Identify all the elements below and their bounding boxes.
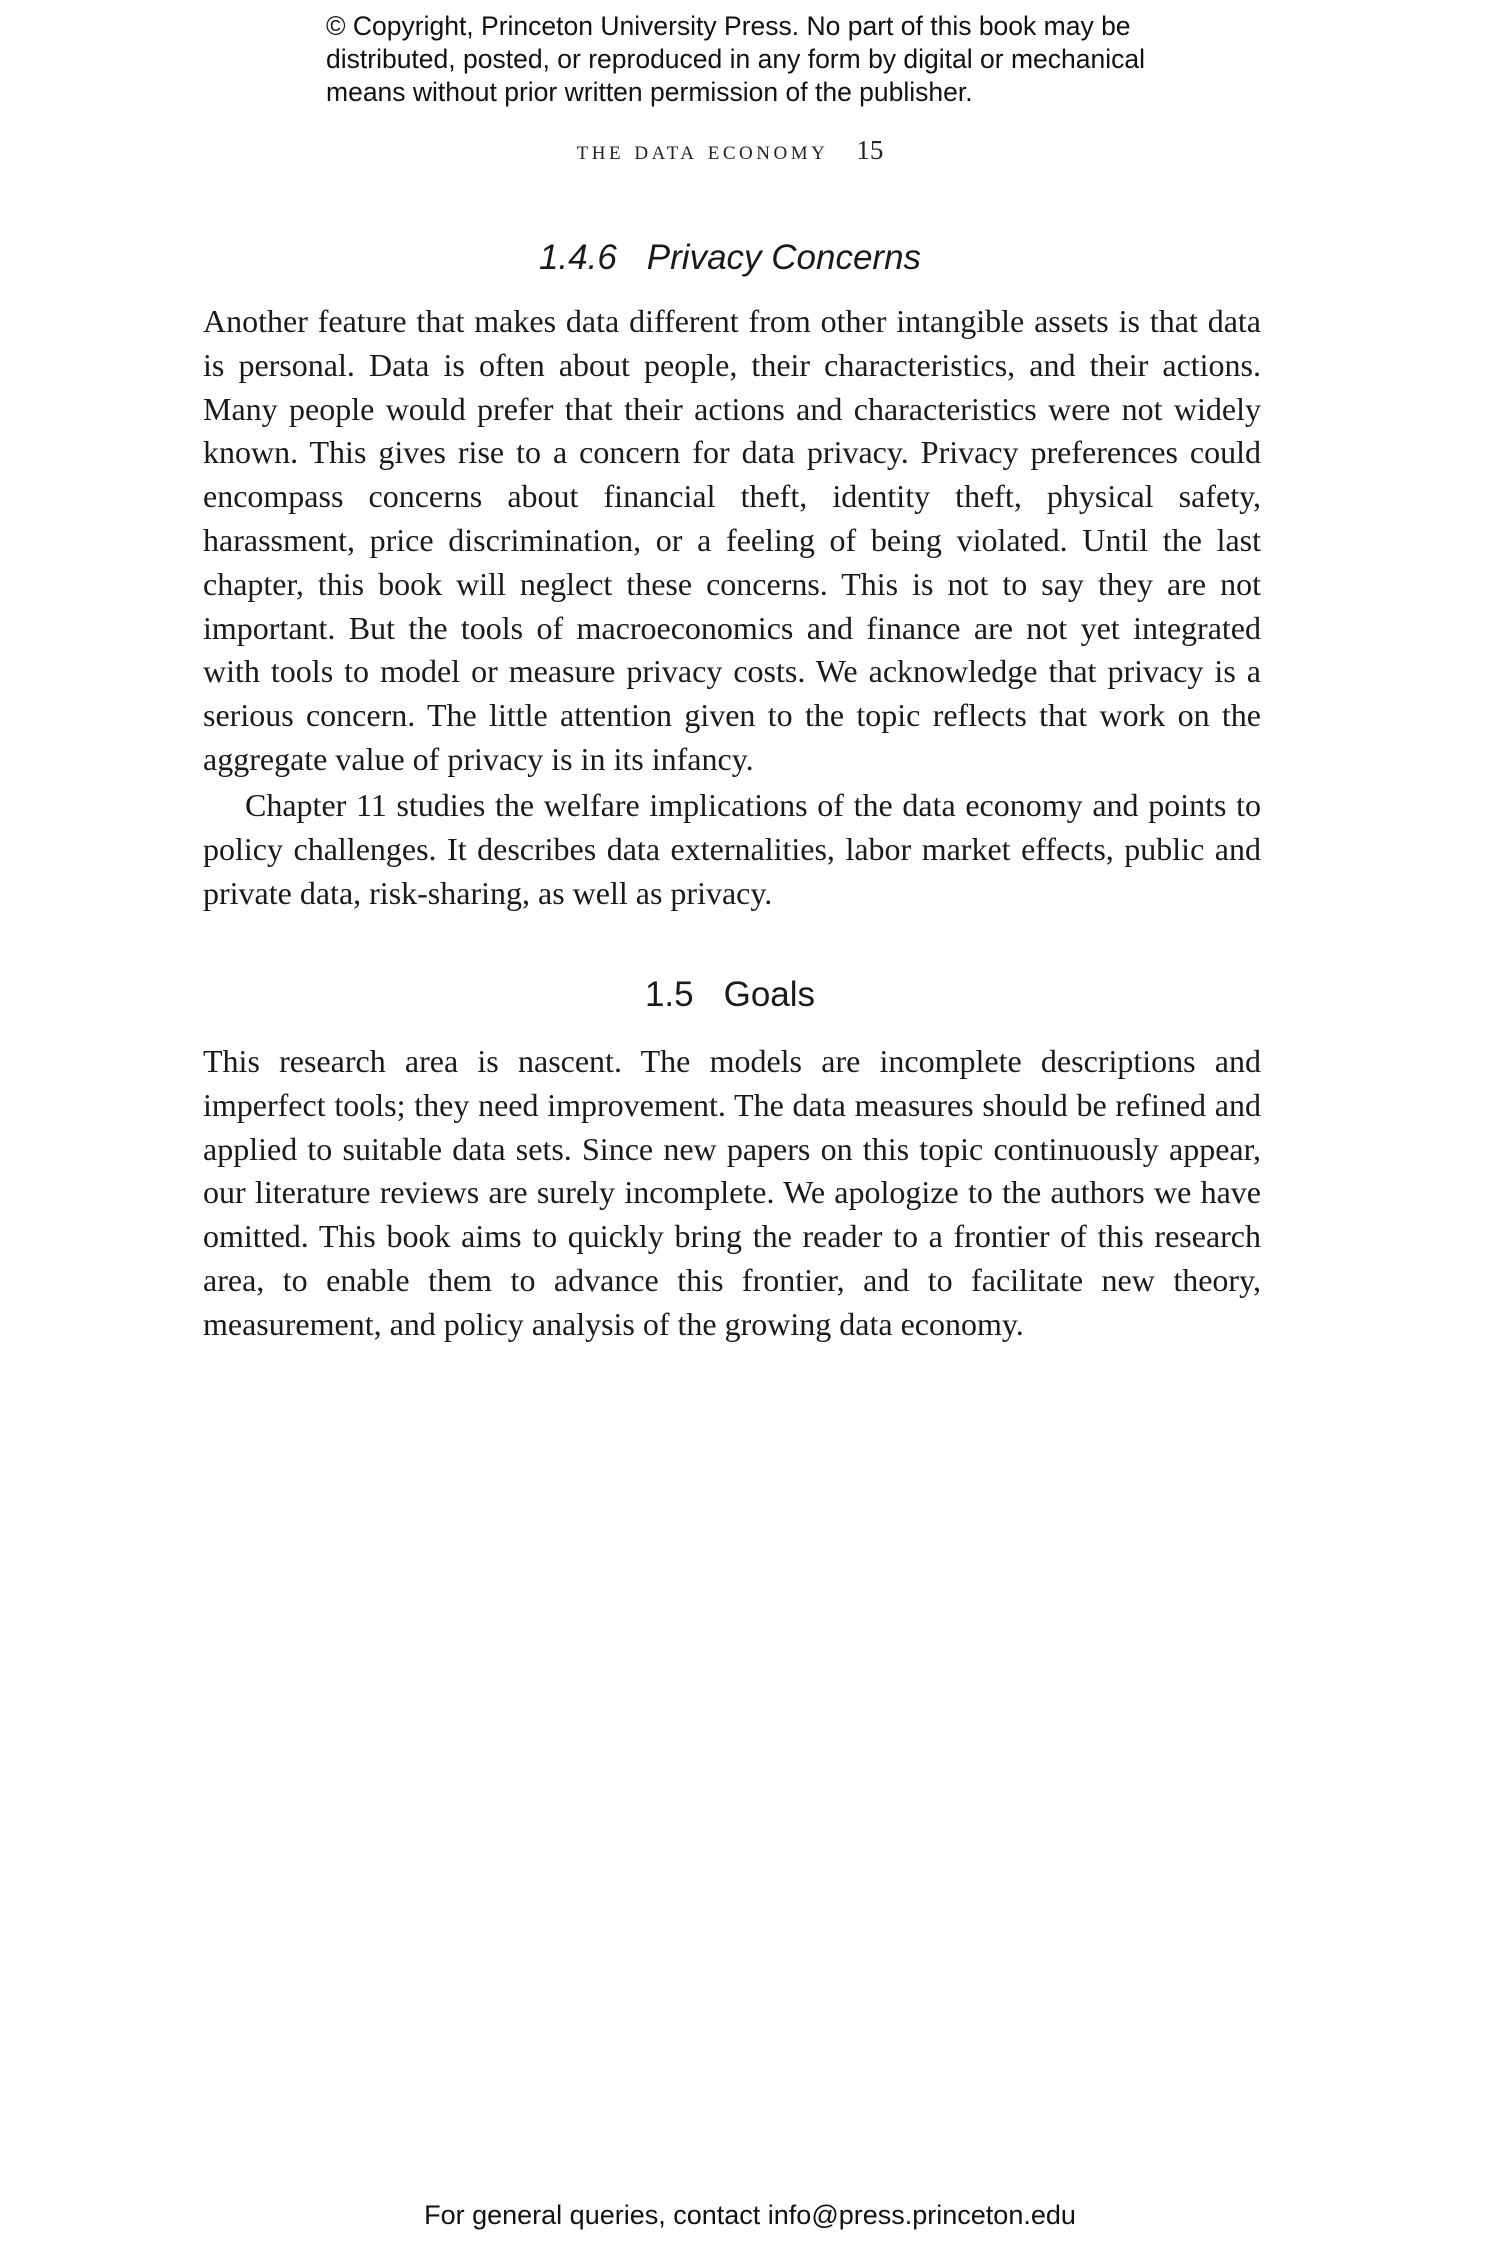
body-paragraph: Another feature that makes data different from other intangible assets is that data is personal. Data is often about people, their characteristics, and their actions. Many people would prefer that their actions and characteristics were not widely known. This gives rise to a concern for data privacy. Privacy preferences could encompass concerns about financial theft, identity theft, physical safety, harassment, price discrimination, or a feeling of being violated. Until the last chapter, this book will neglect these concerns. This is not to say they are not important. But the tools of macroeconomics and finance are not yet integrated with tools to model or measure privacy costs. We acknowledge that privacy is a serious concern. The little attention given to the topic reflects that work on the aggregate value of privacy is in its infancy. bbox=[203, 303, 1261, 777]
section-number: 1.4.6 bbox=[538, 238, 617, 277]
footer-contact: For general queries, contact info@press.princeton.edu bbox=[424, 2200, 1076, 2230]
page-number: 15 bbox=[856, 135, 884, 165]
body-paragraph: Chapter 11 studies the welfare implications of the data economy and points to policy challenges. It describes data externalities, labor market effects, public and private data, risk-sharing, as well as privacy. bbox=[203, 787, 1261, 911]
copyright-line: means without prior written permission of the publisher. bbox=[326, 77, 973, 107]
body-paragraph: This research area is nascent. The models are incomplete descriptions and imperfect tools; they need improvement. The data measures should be refined and applied to suitable data sets. Since new papers on this topic continuously appear, our literature reviews are surely incomplete. We apologize to the authors we have omitted. This book aims to quickly bring the reader to a frontier of this research area, to enable them to advance this frontier, and to facilitate new theory, measurement, and policy analysis of the growing data economy. bbox=[203, 1043, 1261, 1342]
section-title: Privacy Concerns bbox=[646, 238, 922, 277]
copyright-line: distributed, posted, or reproduced in any form by digital or mechanical bbox=[326, 44, 1145, 74]
copyright-notice bbox=[326, 10, 1226, 109]
copyright-line: © Copyright, Princeton University Press. No part of this book may be bbox=[326, 11, 1131, 41]
running-head-title: the data economy bbox=[576, 135, 829, 165]
section-heading-goals bbox=[0, 975, 1460, 1015]
section-title: Goals bbox=[723, 975, 816, 1014]
section-number: 1.5 bbox=[644, 975, 694, 1014]
section-heading-privacy bbox=[0, 238, 1460, 278]
running-head bbox=[0, 135, 1460, 166]
